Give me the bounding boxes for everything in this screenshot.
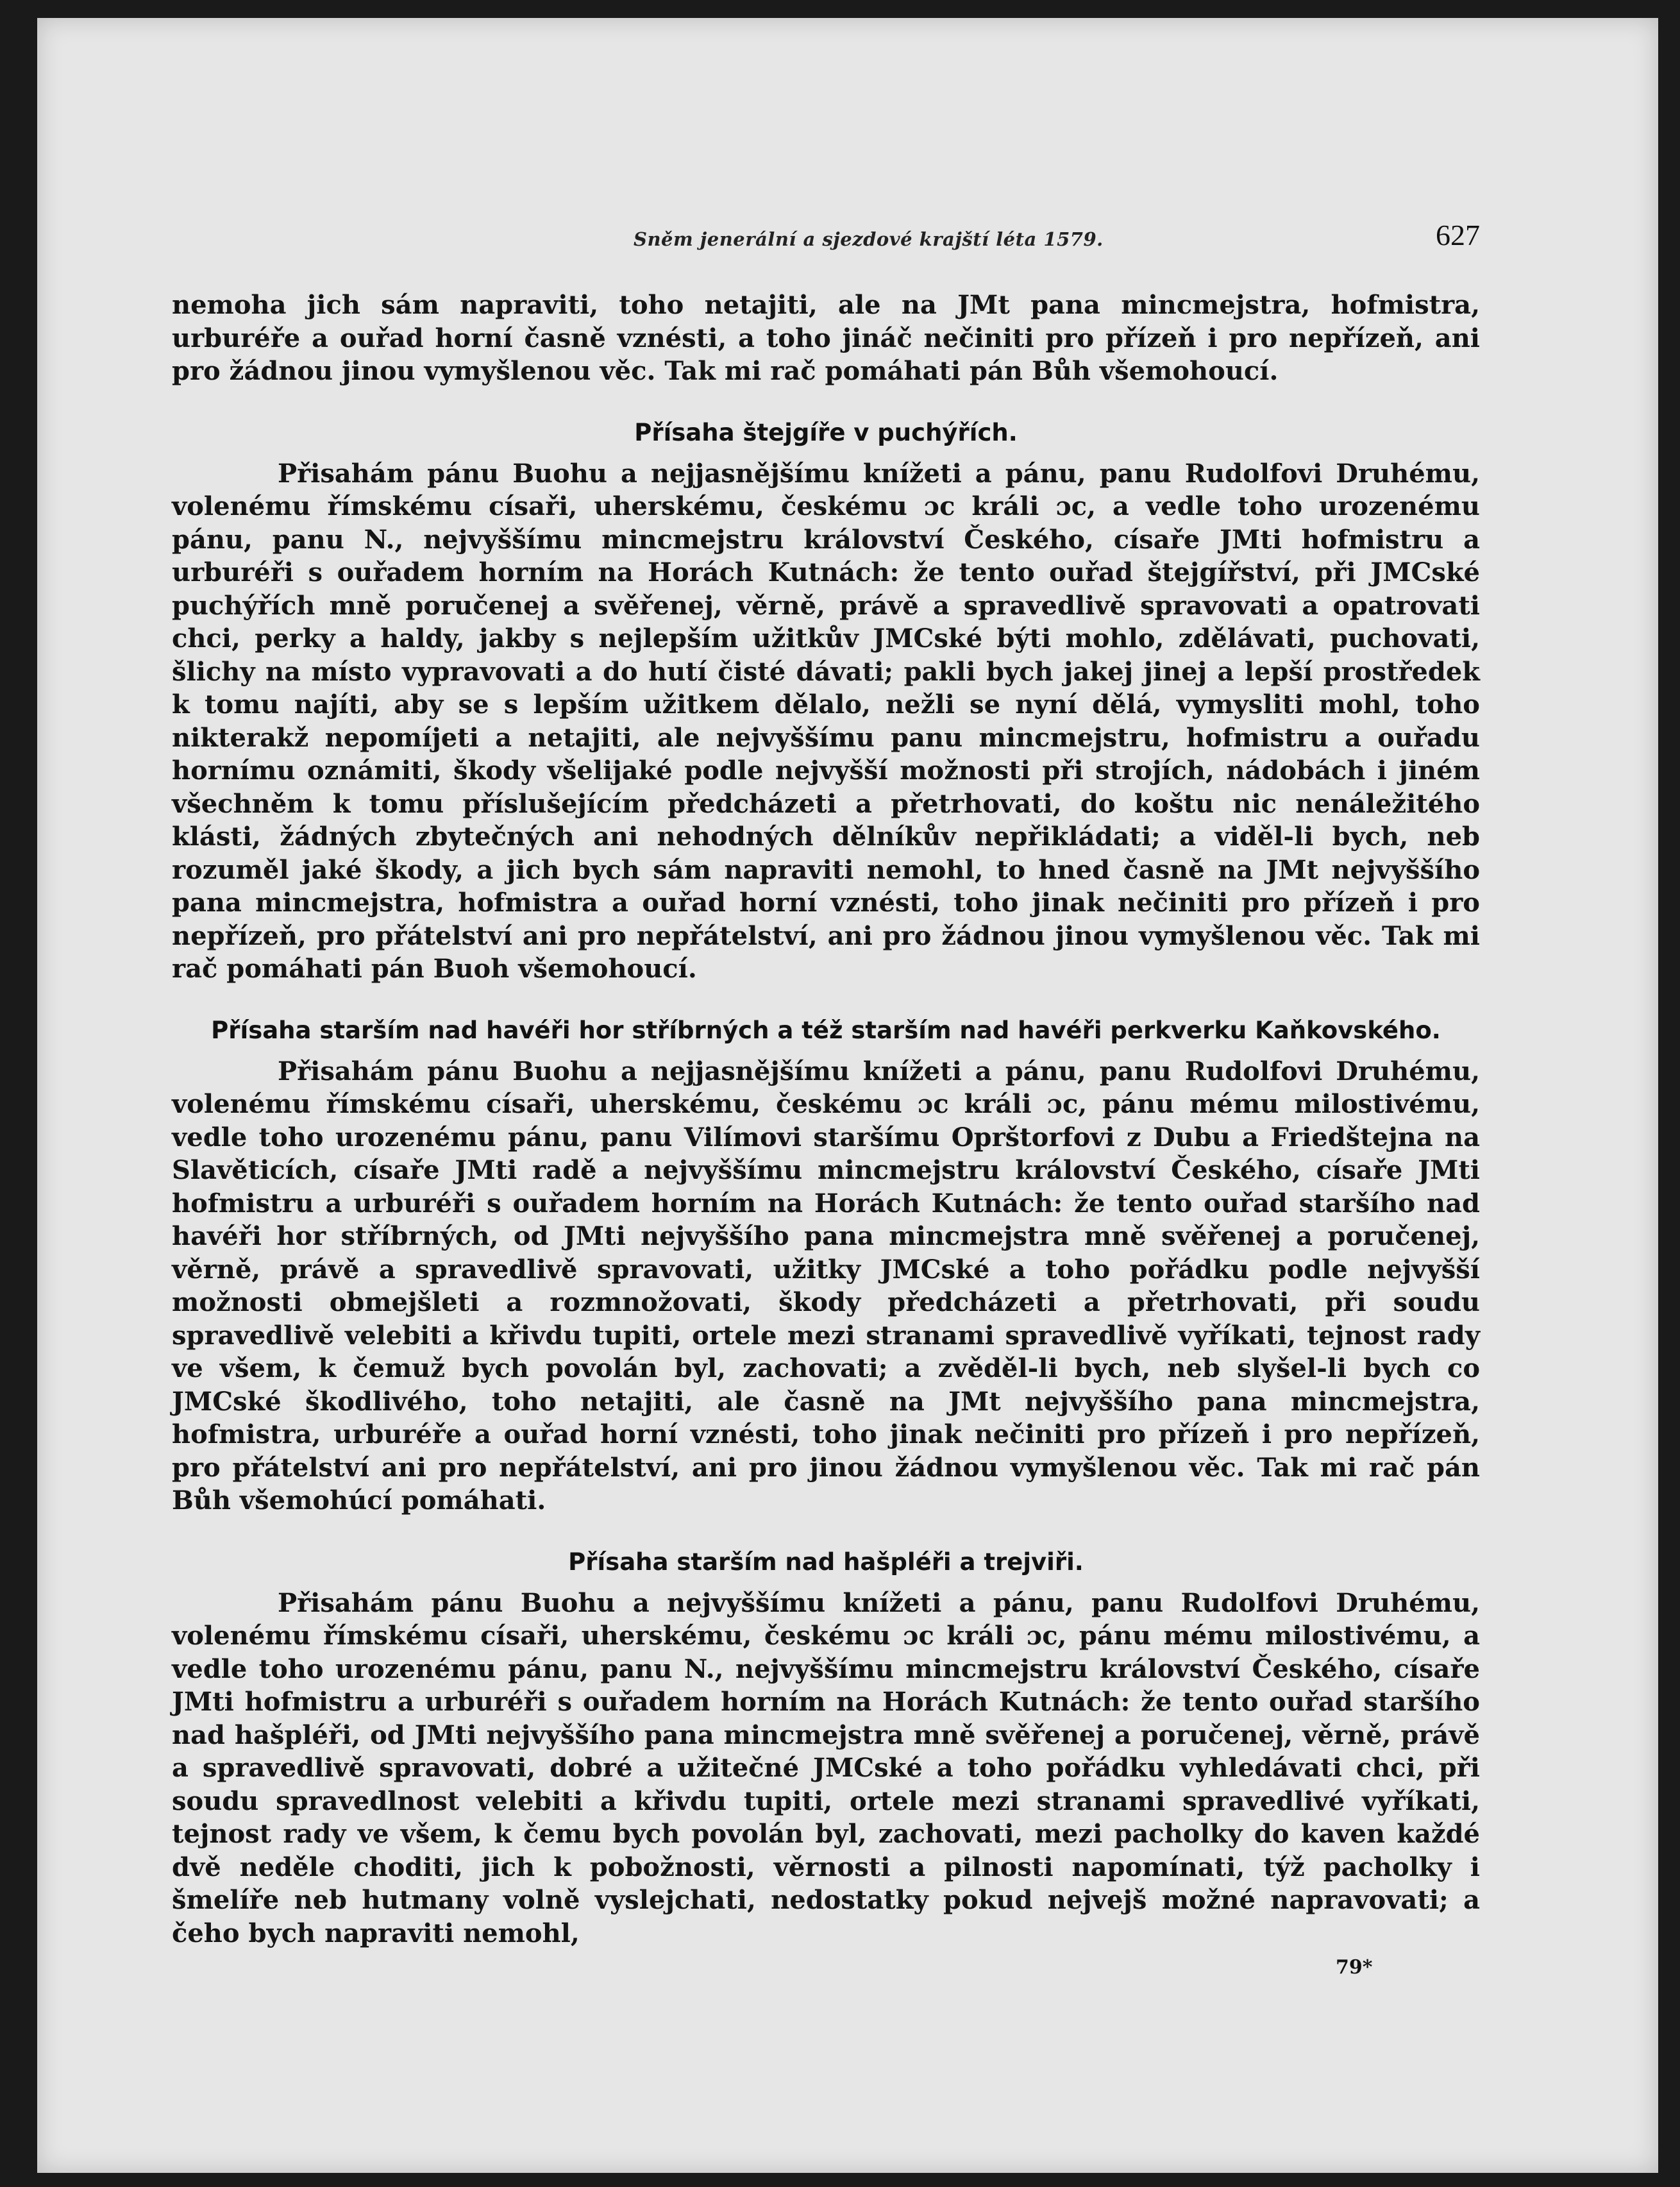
page-number: 627 bbox=[1436, 219, 1480, 251]
section-heading-stejgir: Přísaha štejgíře v puchýřích. bbox=[634, 418, 1018, 446]
section-text-havéři: Přisahám pánu Buohu a nejjasnějšímu knížeti a pánu, panu Rudolfovi Druhému, volenému římskému císaři, uherskému, českému ɔc králi ɔc, pánu mému milostivému, vedle toho urozenému pánu, panu Vilímovi staršímu Oprštorfovi z Dubu a Friedštejna na Slavěticích, císaře JMti radě a nejvyššímu mincmejstru království Českého, císaře JMti hofmistru a urburéři s ouřadem horním na Horách Kutnách: že tento ouřad staršího nad havéři hor stříbrných, od JMti nejvyššího pana mincmejstra mně svěřenej a poručenej, věrně, právě a spravedlivě spravovati, užitky JMCské a toho pořádku podle nejvyšší možnosti obmejšleti a rozmnožovati, škody předcházeti a přetrhovati, při soudu spravedlivě velebiti a křivdu tupiti, ortele mezi stranami spravedlivě vyříkati, tejnost rady ve všem, k čemuž bych povolán byl, zachovati; a zvěděl-li bych, neb slyšel-li bych co JMCské škodlivého, toho netajiti, ale časně na JMt nejvyššího pana mincmejstra, hofmistra, urburéře a ouřad horní vznésti, toho jinak nečiniti pro přízeň i pro nepřízeň, pro přátelství ani pro nepřátelství, ani pro jinou žádnou vymyšlenou věc. Tak mi rač pán Bůh všemohúcí pomáhati. bbox=[172, 1056, 1480, 1516]
section-text-hašpléři: Přisahám pánu Buohu a nejvyššímu knížeti a pánu, panu Rudolfovi Druhému, volenému římskému císaři, uherskému, českému ɔc králi ɔc, pánu mému milostivému, a vedle toho urozenému pánu, panu N., nejvyššímu mincmejstru království Českého, císaře JMti hofmistru a urburéři s ouřadem horním na Horách Kutnách: že tento ouřad staršího nad hašpléři, od JMti nejvyššího pana mincmejstra mně svěřenej a poručenej, věrně, právě a spravedlivě spravovati, dobré a užitečné JMCské a toho pořádku vyhledávati chci, při soudu spravedlnost velebiti a křivdu tupiti, ortele mezi stranami spravedlivé vyříkati, tejnost rady ve všem, k čemu bych povolán byl, zachovati, mezi pacholky do kaven každé dvě neděle choditi, jich k pobožnosti, věrnosti a pilnosti napomínati, týž pacholky i šmelíře neb hutmany volně vyslejchati, nedostatky pokud nejvejš možné napravovati; a čeho bych napraviti nemohl, bbox=[172, 1587, 1480, 1948]
document-page bbox=[37, 18, 1658, 2173]
page-header bbox=[172, 210, 1480, 262]
section-text-stejgir: Přisahám pánu Buohu a nejjasnějšímu knížeti a pánu, panu Rudolfovi Druhému, volenému římskému císaři, uherskému, českému ɔc králi ɔc, a vedle toho urozenému pánu, panu N., nejvyššímu mincmejstru království Českého, císaře JMti hofmistru a urburéři s ouřadem horním na Horách Kutnách: že tento ouřad štejgířství, při JMCské puchýřích mně poručenej a svěřenej, věrně, právě a spravedlivě spravovati a opatrovati chci, perky a haldy, jakby s nejlepším užitkův JMCské býti mohlo, zdělávati, puchovati, šlichy na místo vypravovati a do hutí čisté dávati; pakli bych jakej jinej a lepší prostředek k tomu najíti, aby se s lepším užitkem dělalo, nežli se nyní dělá, vymysliti mohl, toho nikterakž nepomíjeti a netajiti, ale nejvyššímu panu mincmejstru, hofmistru a ouřadu hornímu oznámiti, škody všelijaké podle nejvyšší možnosti při strojích, nádobách i jiném všechněm k tomu příslušejícím předcházeti a přetrhovati, do koštu nic nenáležitého klásti, žádných zbytečných ani nehodných dělníkův nepřikládati; a viděl-li bych, neb rozuměl jaké škody, a jich bych sám napraviti nemohl, to hned časně na JMt nejvyššího pana mincmejstra, hofmistra a ouřad horní vznésti, toho jinak nečiniti pro přízeň i pro nepřízeň, pro přátelství ani pro nepřátelství, ani pro žádnou jinou vymyšlenou věc. Tak mi rač pomáhati pán Buoh všemohoucí. bbox=[172, 458, 1480, 984]
section-heading-havéři: Přísaha starším nad havéři hor stříbrných a též starším nad havéři perkverku Kaňkovského. bbox=[211, 1016, 1441, 1044]
page-content bbox=[172, 210, 1480, 1979]
running-title: Sněm jenerální a sjezdové krajští léta 1579. bbox=[634, 228, 1104, 250]
intro-paragraph: nemoha jich sám napraviti, toho netajiti, ale na JMt pana mincmejstra, hofmistra, urburéře a ouřad horní časně vznésti, a toho jináč nečiniti pro přízeň i pro nepřízeň, ani pro žádnou jinou vymyšlenou věc. Tak mi rač pomáhati pán Bůh všemohoucí. bbox=[172, 290, 1480, 386]
section-heading-hašpléři: Přísaha starším nad hašpléři a trejviři. bbox=[568, 1548, 1084, 1576]
signature-mark: 79* bbox=[1336, 1956, 1373, 1979]
